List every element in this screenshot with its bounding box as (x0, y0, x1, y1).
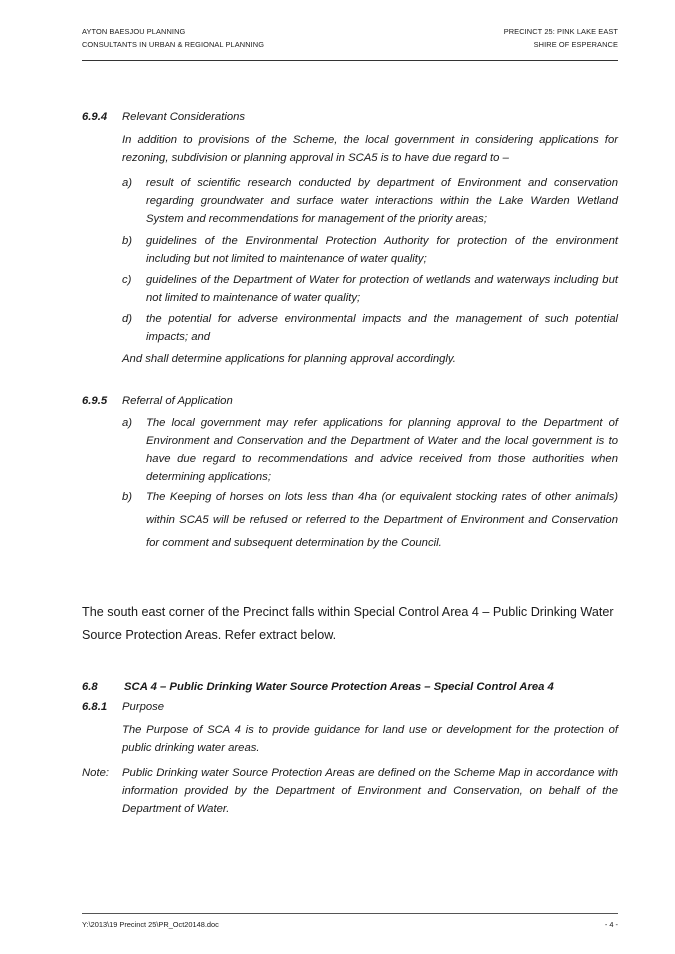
section-number: 6.9.4 (82, 111, 108, 123)
list-item-label: c) (122, 274, 132, 286)
body-paragraph: The south east corner of the Precinct falls within Special Control Area 4 – Public Drinking Water Source Protection Areas. Refer extract below. (82, 605, 614, 642)
header-right (504, 25, 618, 51)
section-title: Referral of Application (122, 395, 233, 407)
list-item-label: d) (122, 313, 133, 325)
section-title: SCA 4 – Public Drinking Water Source Protection Areas – Special Control Area 4 (124, 681, 554, 693)
section-6-8-1-text: The Purpose of SCA 4 is to provide guidance for land use or development for the protection of public drinking water areas. (122, 724, 618, 754)
list-item (122, 174, 618, 228)
section-title: Purpose (122, 701, 165, 713)
list-item-label: b) (122, 235, 133, 247)
footer-divider (82, 913, 618, 914)
list-item (122, 232, 618, 268)
section-6-9-4-closing: And shall determine applications for planning approval accordingly. (122, 353, 456, 365)
header-left (82, 25, 264, 51)
list-item-text: guidelines of the Environmental Protection Authority for protection of the environment including but not limited to maintenance of water quality; (146, 235, 618, 265)
section-6-9-4-intro: In addition to provisions of the Scheme, the local government in considering applications for rezoning, subdivision or planning approval in SCA5 is to have due regard to – (122, 134, 618, 164)
list-item-text: result of scientific research conducted by department of Environment and conservation regarding groundwater and surface water interactions within the Lake Warden Wetland System and recommendations for management of the priority areas; (146, 177, 618, 225)
list-item (122, 486, 618, 555)
firm-name: AYTON BAESJOU PLANNING (82, 27, 186, 36)
note-label: Note: (82, 767, 110, 779)
section-number: 6.8 (82, 681, 98, 693)
note (82, 764, 618, 818)
list-item-text: guidelines of the Department of Water for protection of wetlands and waterways including but not limited to maintenance of water quality; (146, 274, 618, 304)
list-item (122, 271, 618, 307)
section-6-8-1-heading (82, 701, 618, 713)
section-6-9-4-heading (82, 111, 618, 123)
precinct-title: PRECINCT 25: PINK LAKE EAST (503, 27, 618, 36)
list-item-text: The Keeping of horses on lots less than 4ha (or equivalent stocking rates of other animals) within SCA5 will be refused or referred to the Department of Environment and Conservation for comment and subsequent determination by the Council. (146, 491, 618, 549)
list-item (122, 414, 618, 486)
list-item-label: a) (122, 177, 133, 189)
list-item-text: The local government may refer applications for planning approval to the Department of Environment and Conservation and the Department of Water and the local government is to have due regard to recommendations and advice received from those authorities when determining applications; (146, 417, 618, 483)
note-text: Public Drinking water Source Protection Areas are defined on the Scheme Map in accordance with information provided by the Department of Environment and Conservation, on behalf of the Department of Water. (122, 767, 618, 815)
section-number: 6.8.1 (82, 701, 108, 713)
section-title: Relevant Considerations (122, 111, 246, 123)
list-item-text: the potential for adverse environmental impacts and the management of such potential impacts; and (146, 313, 618, 343)
file-path: Y:\2013\19 Precinct 25\PR_Oct20148.doc (82, 920, 219, 929)
section-number: 6.9.5 (82, 395, 108, 407)
shire-name: SHIRE OF ESPERANCE (533, 40, 618, 49)
section-6-9-5-heading (82, 395, 618, 407)
list-item-label: b) (122, 491, 133, 503)
list-item (122, 310, 618, 346)
firm-tagline: CONSULTANTS IN URBAN & REGIONAL PLANNING (82, 40, 265, 49)
header-divider (82, 60, 618, 61)
list-item-label: a) (122, 417, 133, 429)
section-6-8-heading (82, 681, 618, 693)
page-number: - 4 - (604, 920, 618, 929)
